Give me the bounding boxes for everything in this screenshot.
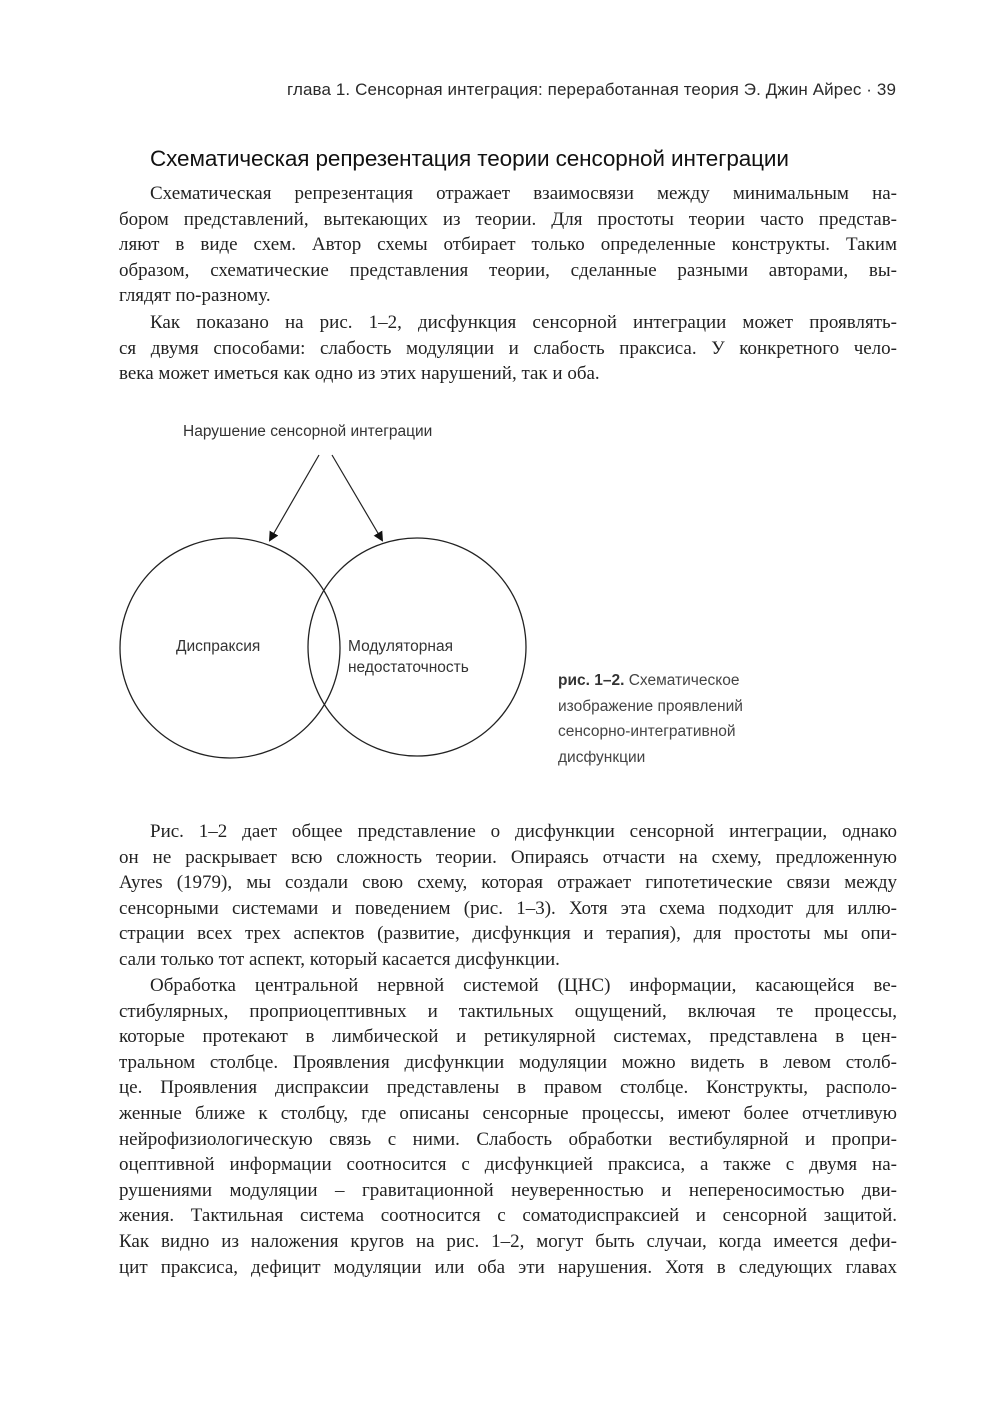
text-line: Как видно из наложения кругов на рис. 1–2, могут быть случаи, когда имеется дефи-: [119, 1230, 897, 1252]
text-line: жения. Тактильная система соотносится с соматодиспраксией и сенсорной защитой.: [119, 1205, 897, 1227]
paragraph-4: [119, 973, 897, 1280]
figure-caption: [558, 668, 818, 770]
caption-text: изображение проявлений: [558, 697, 743, 715]
text-line: страции всех трех аспектов (развитие, дисфункция и терапия), для простоты мы опи-: [119, 923, 897, 945]
caption-number: рис. 1–2.: [558, 672, 625, 689]
text-line: женные ближе к столбцу, где описаны сенсорные процессы, имеют более отчетливую: [119, 1102, 897, 1124]
text-line: он не раскрывает всю сложность теории. Опираясь отчасти на схему, предложенную: [119, 846, 897, 868]
label-modulation-line1: Модуляторная: [348, 638, 453, 655]
text-line: Рис. 1–2 дает общее представление о дисфункции сенсорной интеграции, однако: [150, 821, 897, 842]
text-line: сали только тот аспект, который касается дисфункции.: [119, 948, 560, 970]
venn-diagram-graphic: [110, 415, 550, 800]
text-line: ся двумя способами: слабость модуляции и слабость праксиса. У конкретного чело-: [119, 337, 897, 359]
text-line: Обработка центральной нервной системой (ЦНС) информации, касающейся ве-: [150, 975, 897, 996]
text-line: Ayres (1979), мы создали свою схему, которая отражает гипотетические связи между: [119, 872, 897, 894]
text-line: тральном столбце. Проявления дисфункции модуляции можно видеть в левом столб-: [119, 1051, 897, 1073]
text-line: стибулярных, проприоцептивных и тактильных ощущений, включая те процессы,: [119, 1000, 897, 1022]
text-line: сенсорными системами и поведением (рис. 1–3). Хотя эта схема подходит для иллю-: [119, 897, 897, 919]
text-line: це. Проявления диспраксии представлены в правом столбце. Конструкты, располо-: [119, 1077, 897, 1099]
text-line: рушениями модуляции – гравитационной неуверенностью и непереносимостью дви-: [119, 1179, 897, 1201]
paragraph-2: [119, 310, 897, 387]
caption-text: дисфункции: [558, 748, 646, 766]
paragraph-1: [119, 181, 897, 309]
text-line: которые протекают в лимбической и ретикулярной системах, представлена в цен-: [119, 1026, 897, 1048]
label-dyspraxia: Диспраксия: [176, 638, 261, 655]
text-line: образом, схематические представления теории, сделанные разными авторами, вы-: [119, 259, 897, 281]
text-line: глядят по-разному.: [119, 285, 271, 307]
label-modulation-line2: недостаточность: [348, 659, 469, 676]
text-line: века может иметься как одно из этих нарушений, так и оба.: [119, 363, 600, 385]
section-title: Схематическая репрезентация теории сенсорной интеграции: [150, 146, 789, 171]
venn-diagram-figure: [110, 415, 550, 800]
text-line: нейрофизиологическую связь с ними. Слабость обработки вестибулярной и пропри-: [119, 1128, 897, 1150]
text-line: бором представлений, вытекающих из теории. Для простоты теории часто представ-: [119, 208, 897, 230]
figure-top-label: Нарушение сенсорной интеграции: [183, 423, 433, 440]
text-line: цит праксиса, дефицит модуляции или оба эти нарушения. Хотя в следующих главах: [119, 1256, 897, 1278]
paragraph-3: [119, 819, 897, 973]
text-line: ляют в виде схем. Автор схемы отбирает только определенные конструкты. Таким: [119, 234, 897, 256]
caption-text: сенсорно-интегративной: [558, 723, 736, 740]
text-line: Схематическая репрезентация отражает взаимосвязи между минимальным на-: [150, 183, 897, 204]
text-line: Как показано на рис. 1–2, дисфункция сенсорной интеграции может проявлять-: [150, 312, 897, 333]
arrow-right: [332, 455, 382, 540]
caption-text: Схематическое: [624, 672, 740, 689]
arrow-left: [270, 455, 319, 540]
text-line: оцептивной информации соотносится с дисфункцией праксиса, а также с двумя на-: [119, 1154, 897, 1176]
running-head: глава 1. Сенсорная интеграция: переработанная теория Э. Джин Айрес · 39: [287, 80, 896, 99]
